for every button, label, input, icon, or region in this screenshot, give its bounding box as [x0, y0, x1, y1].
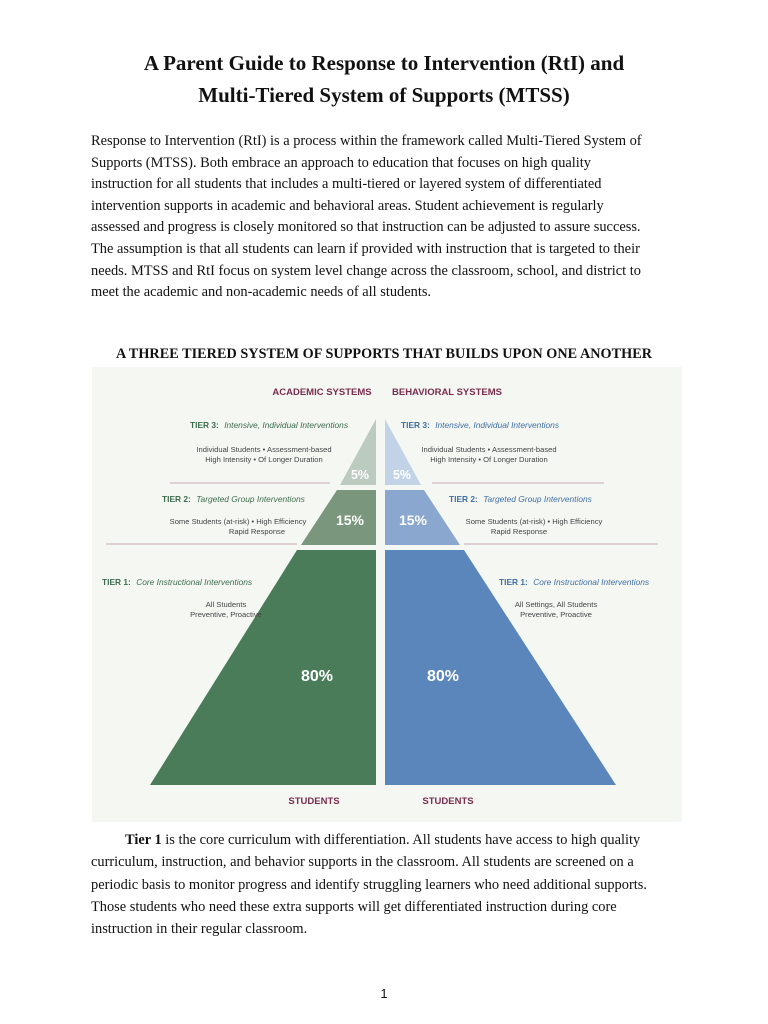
intro-paragraph [91, 131, 683, 304]
behavioral-tier2-heading: TIER 2: Targeted Group Interventions [449, 494, 592, 504]
academic-tier1-desc-1: All Students [205, 600, 247, 609]
behavioral-tier2-desc-1: Some Students (at-risk) • High Efficiency [465, 517, 603, 526]
tier1-paragraph-line: curriculum, instruction, and behavior supports in the classroom. All students are screened on a [91, 854, 634, 871]
behavioral-systems-header: BEHAVIORAL SYSTEMS [392, 387, 502, 398]
tier1-paragraph [91, 829, 683, 940]
intro-line: instruction for all students that includes a multi-tiered or layered system of differentiated [91, 176, 602, 193]
section-heading: A THREE TIERED SYSTEM OF SUPPORTS THAT BUILDS UPON ONE ANOTHER [115, 346, 653, 362]
behavioral-tier3-percent: 5% [392, 468, 412, 482]
intro-line: intervention supports in academic and behavioral areas. Student achievement is regularly [91, 197, 604, 214]
intro-line: assessed and progress is closely monitored so that instruction can be adjusted to assure success. [91, 219, 641, 236]
intro-line: meet the academic and non-academic needs of all students. [91, 284, 432, 301]
tier1-paragraph-line: Those students who need these extra supports will get differentiated instruction during core [91, 898, 617, 915]
intro-line: The assumption is that all students can learn if provided with instruction that is targeted to their [91, 240, 640, 257]
behavioral-tier3-heading: TIER 3: Intensive, Individual Interventions [401, 420, 560, 430]
behavioral-tier2-desc-2: Rapid Response [490, 527, 548, 536]
academic-tier2-desc-2: Rapid Response [228, 527, 286, 536]
tier-pyramid-diagram [92, 367, 682, 822]
behavioral-tier1-desc-1: All Settings, All Students [514, 600, 598, 609]
academic-tier1-heading: TIER 1: Core Instructional Interventions [102, 577, 253, 587]
tier1-paragraph-line: periodic basis to monitor progress and identify struggling learners who need additional supports. [91, 876, 647, 893]
page-title [60, 47, 708, 111]
academic-students-footer: STUDENTS [288, 796, 340, 807]
intro-line: Supports (MTSS). Both embrace an approach to education that focuses on high quality [91, 154, 591, 171]
intro-line: Response to Intervention (RtI) is a process within the framework called Multi-Tiered System of [91, 133, 642, 149]
intro-line: needs. MTSS and RtI focus on system level change across the classroom, school, and district to [91, 262, 641, 279]
tier1-paragraph-line: instruction in their regular classroom. [91, 921, 308, 938]
behavioral-tier1-heading: TIER 1: Core Instructional Interventions [499, 577, 650, 587]
tier1-lead: Tier 1 [125, 832, 162, 848]
title-line-1: A Parent Guide to Response to Intervention (RtI) and [143, 51, 625, 75]
academic-tier2-desc-1: Some Students (at-risk) • High Efficiency [169, 517, 307, 526]
tier1-paragraph-line [91, 829, 683, 851]
academic-tier1-desc-2: Preventive, Proactive [190, 610, 262, 619]
academic-tier3-desc-2: High Intensity • Of Longer Duration [205, 455, 323, 464]
behavioral-tier1-percent: 80% [426, 668, 460, 685]
academic-tier2-heading: TIER 2: Targeted Group Interventions [162, 494, 305, 504]
behavioral-tier2-percent: 15% [398, 512, 428, 528]
academic-tier3-desc-1: Individual Students • Assessment-based [196, 445, 332, 454]
page-number: 1 [380, 986, 388, 1001]
behavioral-tier3-desc-2: High Intensity • Of Longer Duration [430, 455, 548, 464]
behavioral-tier3-desc-1: Individual Students • Assessment-based [421, 445, 557, 454]
academic-tier3-percent: 5% [350, 468, 370, 482]
title-line-2: Multi-Tiered System of Supports (MTSS) [198, 83, 570, 107]
academic-tier2-percent: 15% [335, 512, 365, 528]
academic-tier1-percent: 80% [300, 668, 334, 685]
behavioral-tier1-desc-2: Preventive, Proactive [520, 610, 592, 619]
tier1-line1-rest: is the core curriculum with differentiation. All students have access to high quality [161, 832, 641, 848]
academic-tier3-heading: TIER 3: Intensive, Individual Interventions [190, 420, 349, 430]
academic-systems-header: ACADEMIC SYSTEMS [272, 387, 372, 398]
behavioral-students-footer: STUDENTS [422, 796, 474, 807]
